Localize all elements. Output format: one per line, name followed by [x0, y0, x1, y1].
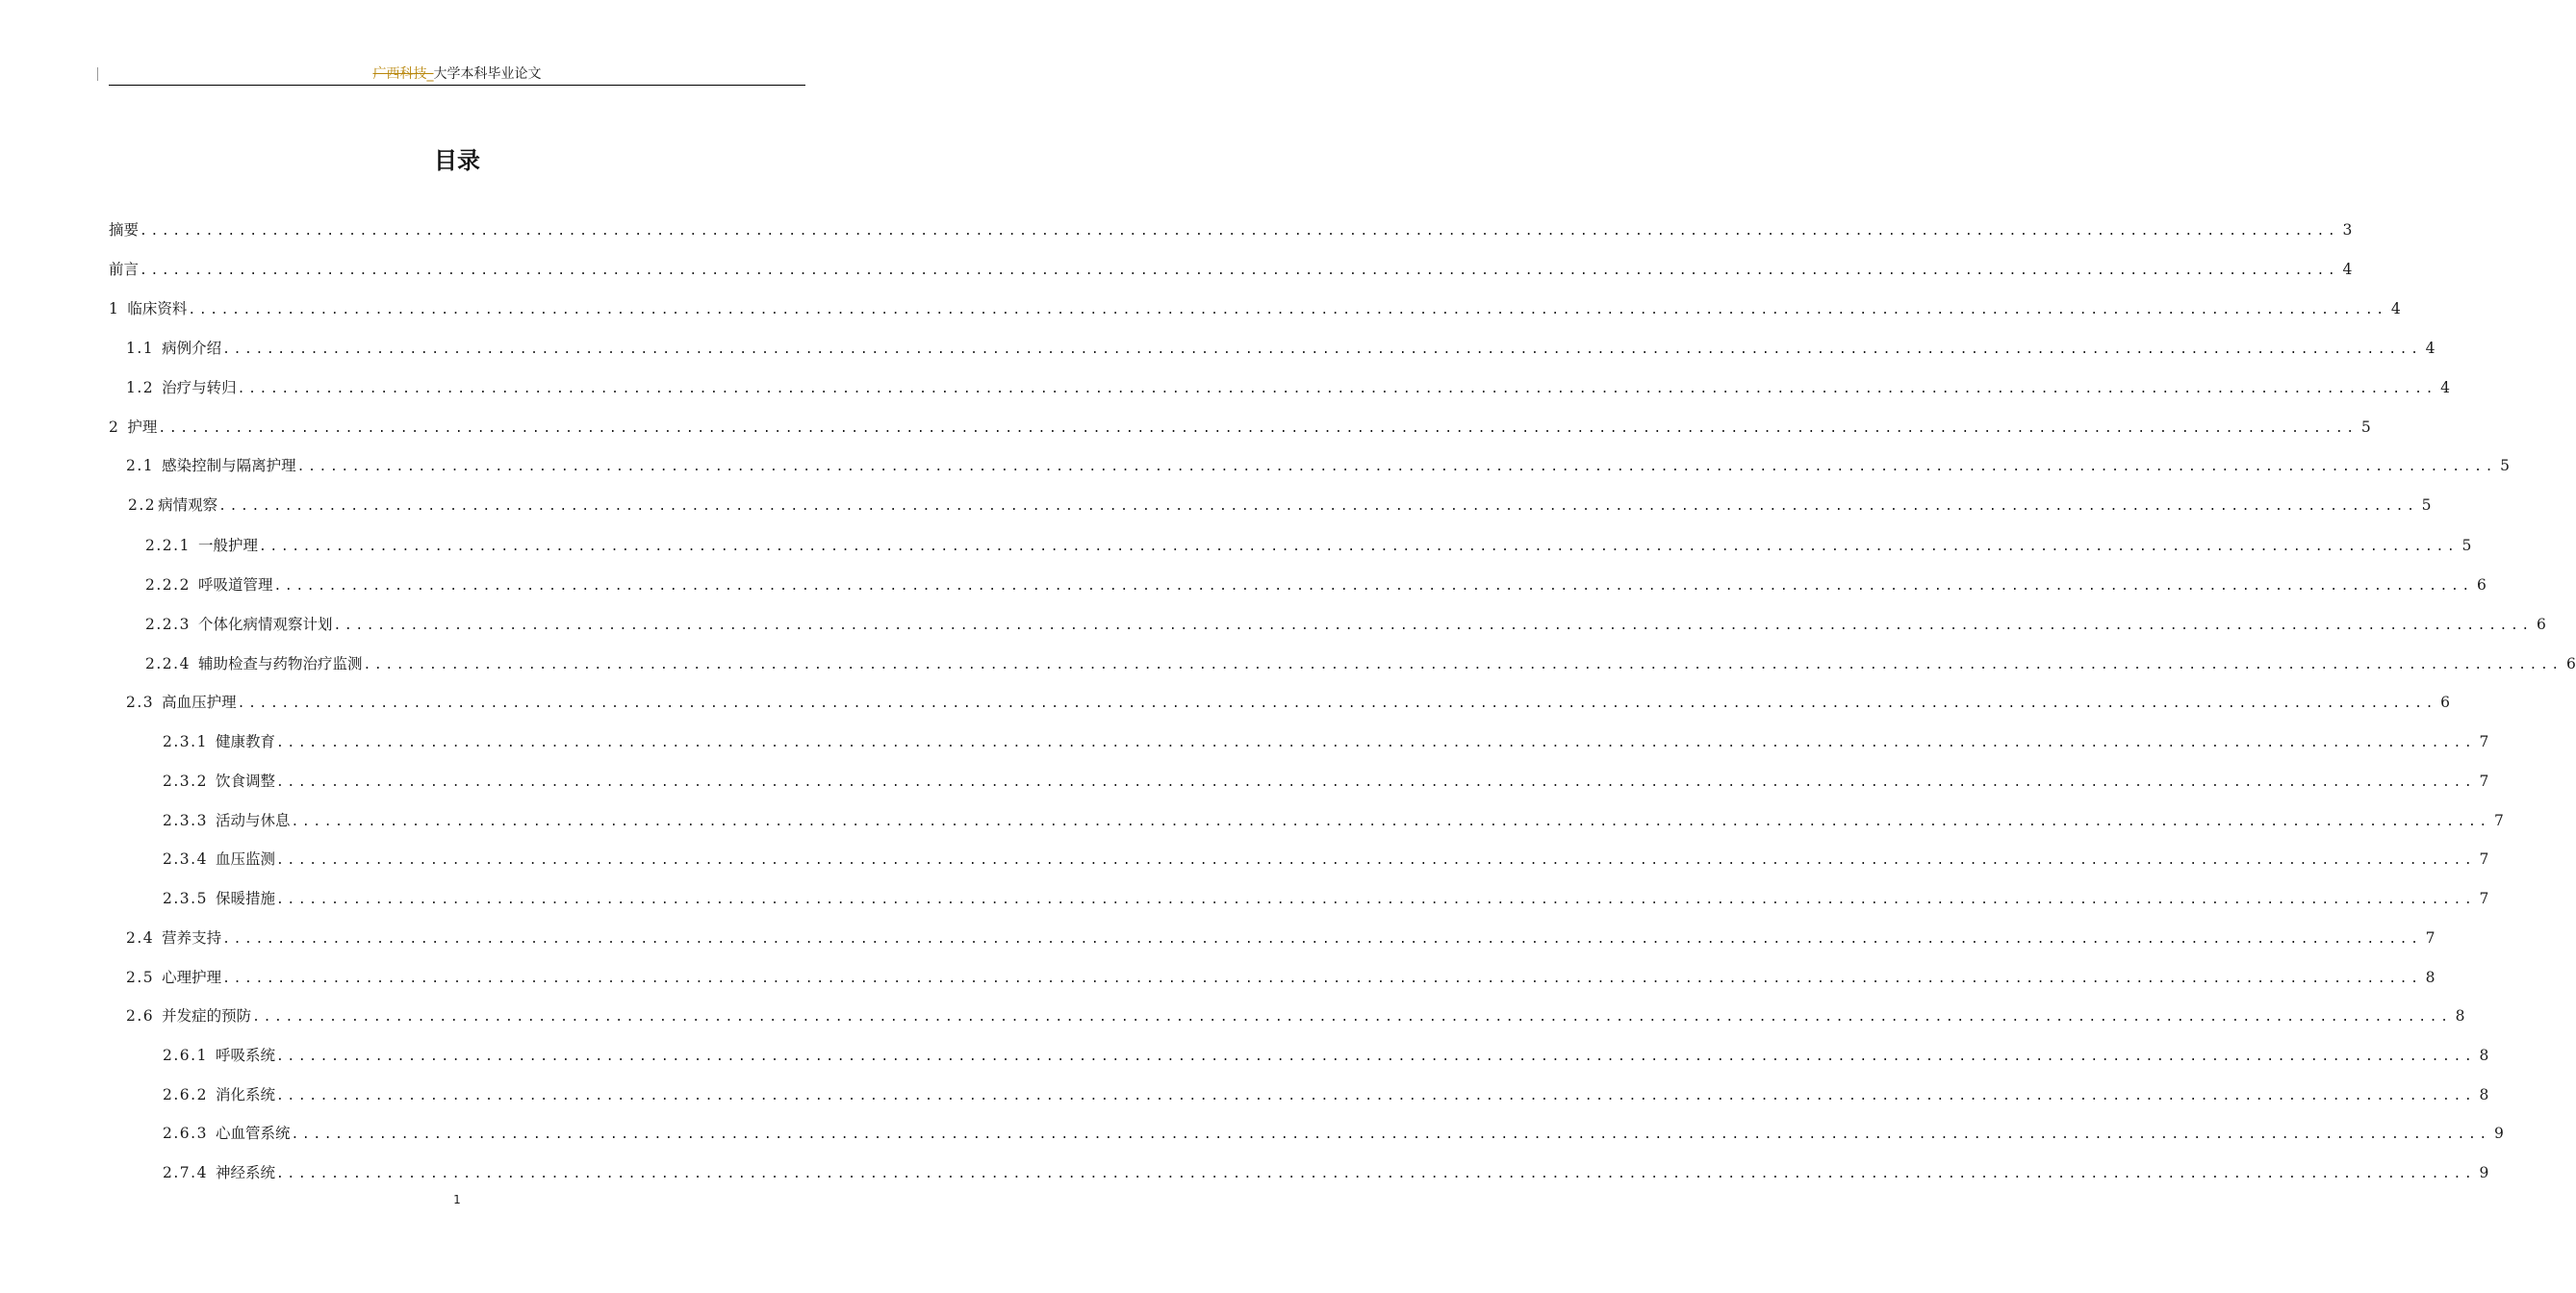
- toc-entry-page: 5: [2500, 457, 2511, 474]
- toc-leader-dots: ........................................................................................................................................................................................................: [363, 658, 2563, 672]
- toc-leader-dots: ........................................................................................................................................................................................................: [275, 853, 2476, 868]
- toc-entry[interactable]: [163, 1044, 2489, 1067]
- toc-entry-number: 1.2: [126, 379, 155, 396]
- toc-entry-label: 心理护理: [162, 969, 222, 986]
- toc-entry-page: 9: [2479, 1164, 2489, 1181]
- toc-entry-page: 5: [2360, 418, 2371, 436]
- toc-entry-label: 临床资料: [127, 300, 188, 317]
- toc-entry-label: 感染控制与隔离护理: [162, 457, 296, 474]
- header-thesis-label: 大学本科毕业论文: [433, 66, 542, 82]
- toc-entry-label: 血压监测: [215, 850, 275, 868]
- toc-entry-page: 8: [2425, 969, 2436, 986]
- toc-entry-page: 8: [2479, 1086, 2489, 1103]
- toc-leader-dots: ........................................................................................................................................................................................................: [275, 1050, 2476, 1064]
- toc-entry[interactable]: [126, 691, 2451, 714]
- toc-entry-number: 2.3.2: [163, 773, 208, 790]
- toc-entry[interactable]: [163, 1122, 2504, 1145]
- toc-entry[interactable]: [145, 573, 2487, 596]
- toc-entry[interactable]: [145, 652, 2576, 675]
- toc-entry-label: 呼吸系统: [215, 1047, 275, 1064]
- toc-leader-dots: ........................................................................................................................................................................................................: [296, 460, 2497, 474]
- toc-entry[interactable]: [145, 613, 2546, 636]
- toc-entry[interactable]: [145, 534, 2472, 557]
- toc-entry-page: 4: [2425, 340, 2436, 357]
- toc-entry[interactable]: [163, 770, 2489, 793]
- toc-entry-number: 2.6.1: [163, 1047, 208, 1064]
- toc-leader-dots: ........................................................................................................................................................................................................: [222, 342, 2422, 357]
- toc-entry-label: 治疗与转归: [162, 379, 237, 396]
- toc-leader-dots: ........................................................................................................................................................................................................: [291, 1128, 2490, 1142]
- toc-leader-dots: ........................................................................................................................................................................................................: [275, 775, 2476, 790]
- toc-entry-number: 2.6.2: [163, 1086, 208, 1103]
- toc-entry[interactable]: [126, 966, 2436, 989]
- toc-entry-page: 4: [2390, 300, 2401, 317]
- toc-entry-number: 2.3.1: [163, 733, 208, 750]
- page-number: 1: [453, 1193, 461, 1206]
- toc-entry-number: 2.3.4: [163, 850, 208, 868]
- toc-entry-page: 5: [2421, 496, 2432, 514]
- toc-entry-number: 2: [109, 418, 120, 436]
- toc-leader-dots: ........................................................................................................................................................................................................: [275, 1089, 2476, 1103]
- page-title: 目录: [434, 147, 480, 174]
- toc-entry-page: 7: [2479, 850, 2489, 868]
- toc-leader-dots: ........................................................................................................................................................................................................: [237, 382, 2437, 396]
- toc-entry-page: 6: [2476, 576, 2487, 594]
- toc-entry-label: 个体化病情观察计划: [197, 616, 333, 633]
- toc-leader-dots: ........................................................................................................................................................................................................: [140, 264, 2339, 278]
- toc-entry-label: 饮食调整: [215, 773, 275, 790]
- toc-entry[interactable]: [126, 337, 2436, 360]
- toc-entry[interactable]: [163, 887, 2489, 910]
- toc-leader-dots: ........................................................................................................................................................................................................: [140, 224, 2339, 239]
- toc-entry-number: 2.3.5: [163, 890, 208, 907]
- toc-entry[interactable]: [163, 1083, 2489, 1106]
- toc-entry-label: 营养支持: [162, 929, 222, 947]
- toc-leader-dots: ........................................................................................................................................................................................................: [252, 1010, 2452, 1025]
- toc-entry[interactable]: [126, 926, 2436, 950]
- toc-entry-page: 7: [2425, 929, 2436, 947]
- toc-entry-number: 2.3: [126, 694, 155, 711]
- toc-entry-label: 病情观察: [158, 496, 218, 514]
- toc-entry-label: 消化系统: [215, 1086, 275, 1103]
- toc-entry-page: 4: [2440, 379, 2451, 396]
- toc-entry-number: 2.1: [126, 457, 155, 474]
- toc-entry-label: 辅助检查与药物治疗监测: [197, 655, 363, 672]
- toc-entry-page: 7: [2479, 773, 2489, 790]
- toc-leader-dots: ........................................................................................................................................................................................................: [291, 815, 2490, 829]
- toc-leader-dots: ........................................................................................................................................................................................................: [222, 932, 2422, 947]
- toc-entry-number: 1: [109, 300, 120, 317]
- toc-entry-label: 并发症的预防: [162, 1007, 252, 1025]
- toc-entry[interactable]: [126, 376, 2451, 399]
- toc-entry-number: 2.2.2: [145, 576, 191, 594]
- toc-entry-number: 2.5: [126, 969, 155, 986]
- toc-entry-label: 活动与休息: [215, 812, 291, 829]
- toc-leader-dots: ........................................................................................................................................................................................................: [275, 893, 2476, 907]
- toc-entry-label: 护理: [127, 418, 158, 436]
- toc-entry[interactable]: [163, 730, 2489, 753]
- header-school-name: 广西科技: [372, 66, 427, 82]
- toc-leader-dots: ........................................................................................................................................................................................................: [188, 303, 2387, 317]
- toc-entry[interactable]: [126, 454, 2511, 477]
- toc-entry-page: 5: [2461, 537, 2472, 554]
- toc-entry-number: 2.3.3: [163, 812, 208, 829]
- header-separator: _: [426, 66, 434, 82]
- toc-entry-number: 2.6.3: [163, 1125, 208, 1142]
- toc-entry[interactable]: [163, 1161, 2489, 1184]
- toc-leader-dots: ........................................................................................................................................................................................................: [333, 619, 2533, 633]
- toc-entry-page: 4: [2342, 261, 2353, 278]
- toc-leader-dots: ........................................................................................................................................................................................................: [258, 540, 2459, 554]
- toc-entry-number: 2.7.4: [163, 1164, 208, 1181]
- toc-leader-dots: ........................................................................................................................................................................................................: [158, 421, 2358, 436]
- toc-entry-number: 2.2.3: [145, 616, 191, 633]
- toc-entry-label: 摘要: [109, 221, 140, 239]
- header-rule: [109, 85, 805, 86]
- toc-leader-dots: ........................................................................................................................................................................................................: [237, 697, 2437, 711]
- toc-entry-label: 心血管系统: [215, 1125, 291, 1142]
- toc-entry-page: 9: [2493, 1125, 2504, 1142]
- toc-entry-label: 一般护理: [197, 537, 258, 554]
- toc-entry-number: 2.2: [128, 496, 157, 514]
- toc-entry[interactable]: [163, 848, 2489, 871]
- toc-leader-dots: ........................................................................................................................................................................................................: [218, 499, 2418, 514]
- toc-entry-page: 7: [2493, 812, 2504, 829]
- toc-entry-label: 健康教育: [215, 733, 275, 750]
- toc-entry-number: 2.6: [126, 1007, 155, 1025]
- toc-entry[interactable]: [128, 494, 2432, 517]
- page-header: [109, 63, 805, 85]
- toc-entry-page: 7: [2479, 733, 2489, 750]
- toc-leader-dots: ........................................................................................................................................................................................................: [275, 736, 2476, 750]
- toc-entry[interactable]: [163, 809, 2504, 832]
- toc-entry-label: 保暖措施: [215, 890, 275, 907]
- toc-entry-label: 前言: [109, 261, 140, 278]
- toc-entry-label: 高血压护理: [162, 694, 237, 711]
- toc-entry-number: 2.2.1: [145, 537, 191, 554]
- header-corner-mark: [97, 67, 98, 81]
- toc-entry-page: 8: [2479, 1047, 2489, 1064]
- toc-entry[interactable]: [126, 1004, 2465, 1027]
- toc-entry-page: 6: [2536, 616, 2546, 633]
- toc-entry[interactable]: [109, 297, 2401, 320]
- toc-entry-label: 神经系统: [215, 1164, 275, 1181]
- toc-entry-page: 7: [2479, 890, 2489, 907]
- toc-entry[interactable]: [109, 218, 2353, 241]
- toc-entry-number: 1.1: [126, 340, 155, 357]
- toc-entry-page: 6: [2440, 694, 2451, 711]
- toc-leader-dots: ........................................................................................................................................................................................................: [222, 972, 2422, 986]
- toc-entry-number: 2.2.4: [145, 655, 191, 672]
- toc-entry[interactable]: [109, 258, 2353, 281]
- toc-entry-label: 呼吸道管理: [197, 576, 273, 594]
- toc-entry-number: 2.4: [126, 929, 155, 947]
- toc-entry-page: 6: [2565, 655, 2576, 672]
- toc-entry-page: 3: [2342, 221, 2353, 239]
- toc-entry[interactable]: [109, 416, 2371, 439]
- toc-leader-dots: ........................................................................................................................................................................................................: [275, 1167, 2476, 1181]
- toc-entry-label: 病例介绍: [162, 340, 222, 357]
- toc-leader-dots: ........................................................................................................................................................................................................: [273, 579, 2473, 594]
- toc-entry-page: 8: [2455, 1007, 2465, 1025]
